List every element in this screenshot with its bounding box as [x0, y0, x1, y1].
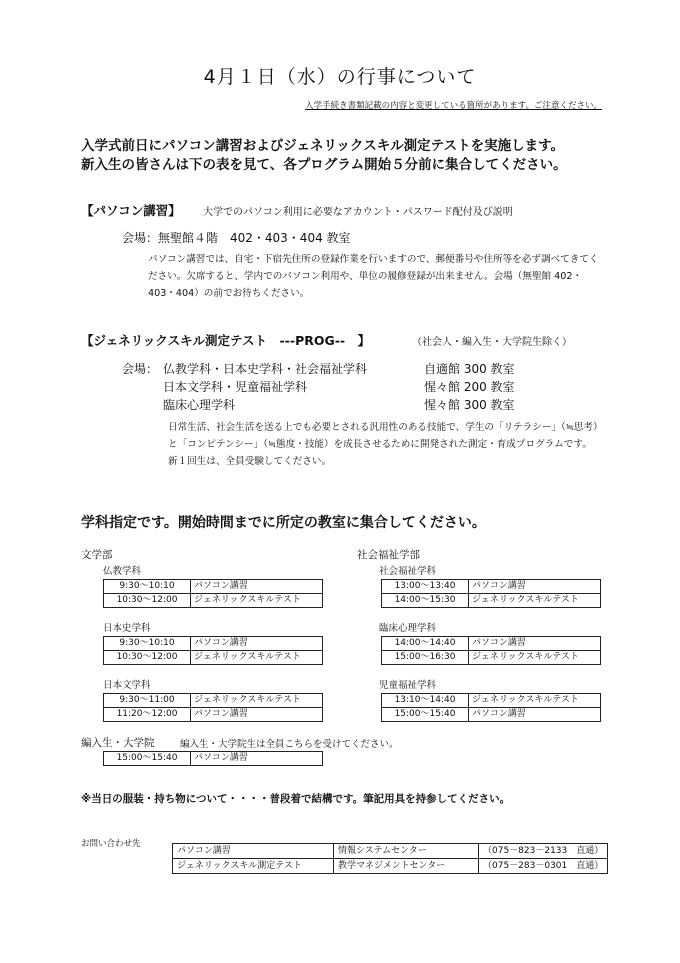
table-row — [382, 637, 601, 651]
time-cell: 11:20～12:00 — [104, 708, 191, 722]
faculty-literature: 文学部 — [81, 549, 113, 561]
program-cell: パソコン講習 — [191, 752, 323, 766]
table-row — [104, 752, 323, 766]
prog-description: 日常生活、社会生活を送る上でも必要とされる汎用性のある技能で、学生の「リテラシー」（≒思考）と「コンピテンシー」（≒態度・技能）を成長させるために開発された測定・育成プログラムです。新１回生は、全員受験してください。 — [168, 422, 598, 467]
dept-label: 児童福祉学科 — [379, 680, 437, 691]
footer-note: ※当日の服装・持ち物について・・・・普段着で結構です。筆記用具を持参してください。 — [81, 793, 511, 805]
table-row — [104, 694, 323, 708]
program-cell: ジェネリックスキルテスト — [469, 651, 601, 665]
time-cell: 10:30～12:00 — [104, 651, 191, 665]
contact-label: お問い合わせ先 — [81, 839, 141, 849]
faculty-social-welfare: 社会福祉学部 — [357, 549, 420, 561]
table-row — [382, 594, 601, 608]
time-cell: 14:00～15:30 — [382, 594, 469, 608]
program-cell: ジェネリックスキルテスト — [191, 651, 323, 665]
pc-section-subtitle: 大学でのパソコン利用に必要なアカウント・パスワード配付及び説明 — [203, 207, 513, 218]
table-row — [382, 580, 601, 594]
prog-venue-dept: 臨床心理学科 — [163, 398, 236, 412]
program-cell: ジェネリックスキルテスト — [191, 694, 323, 708]
dept-label: 日本文学科 — [103, 680, 151, 691]
page-title: 4月１日（水）の行事について — [203, 66, 477, 88]
intro-line-2: 新入生の皆さんは下の表を見て、各プログラム開始５分前に集合してください。 — [81, 157, 567, 173]
pc-section-heading: 【パソコン講習】 — [81, 203, 181, 218]
change-notice: 入学手続き書類記載の内容と変更している箇所があります。ご注意ください。 — [305, 101, 602, 111]
program-cell: パソコン講習 — [469, 708, 601, 722]
contact-phone: （075－283－0301 直通） — [479, 859, 608, 874]
time-cell: 13:00～13:40 — [382, 580, 469, 594]
schedule-table — [103, 579, 323, 608]
program-cell: ジェネリックスキルテスト — [469, 594, 601, 608]
program-cell: パソコン講習 — [191, 708, 323, 722]
contact-office: 情報システムセンター — [334, 844, 479, 859]
transfer-label: 編入生・大学院 — [81, 737, 155, 749]
program-cell: ジェネリックスキルテスト — [191, 594, 323, 608]
program-cell: パソコン講習 — [191, 637, 323, 651]
time-cell: 9:30～10:10 — [104, 637, 191, 651]
table-row — [104, 708, 323, 722]
dept-label: 日本史学科 — [103, 623, 151, 634]
dept-label: 臨床心理学科 — [379, 623, 437, 634]
contact-office: 教学マネジメントセンター — [334, 859, 479, 874]
time-cell: 9:30～10:10 — [104, 580, 191, 594]
table-row — [382, 651, 601, 665]
table-row — [104, 651, 323, 665]
schedule-table — [381, 636, 601, 665]
schedule-heading: 学科指定です。開始時間までに所定の教室に集合してください。 — [81, 515, 486, 531]
prog-section-subtitle: （社会人・編入生・大学院生除く） — [412, 337, 572, 348]
schedule-table — [103, 693, 323, 722]
dept-label: 仏教学科 — [103, 566, 142, 577]
schedule-table — [103, 636, 323, 665]
program-cell: ジェネリックスキルテスト — [469, 694, 601, 708]
table-row — [382, 694, 601, 708]
contact-topic: パソコン講習 — [173, 844, 334, 859]
program-cell: パソコン講習 — [469, 580, 601, 594]
pc-venue: 会場：無聖館４階 402・403・404 教室 — [122, 231, 351, 245]
schedule-table — [381, 579, 601, 608]
prog-venue-room: 惺々館 200 教室 — [424, 380, 515, 394]
time-cell: 9:30～11:00 — [104, 694, 191, 708]
table-row — [104, 594, 323, 608]
program-cell: パソコン講習 — [469, 637, 601, 651]
time-cell: 15:00～16:30 — [382, 651, 469, 665]
dept-label: 社会福祉学科 — [379, 566, 437, 577]
time-cell: 13:10～14:40 — [382, 694, 469, 708]
time-cell: 10:30～12:00 — [104, 594, 191, 608]
intro-line-1: 入学式前日にパソコン講習およびジェネリックスキル測定テストを実施します。 — [81, 138, 565, 154]
schedule-table — [381, 693, 601, 722]
table-row — [173, 844, 608, 859]
prog-venue-dept: 仏教学科・日本史学科・社会福祉学科 — [163, 362, 368, 376]
time-cell: 15:00～15:40 — [104, 752, 191, 766]
prog-section-heading: 【ジェネリックスキル測定テスト ---PROG-- 】 — [81, 333, 371, 348]
table-row — [382, 708, 601, 722]
program-cell: パソコン講習 — [191, 580, 323, 594]
schedule-table — [103, 751, 323, 766]
time-cell: 15:00～15:40 — [382, 708, 469, 722]
contact-phone: （075－823－2133 直通） — [479, 844, 608, 859]
transfer-note: 編入生・大学院生は全員こちらを受けてください。 — [180, 739, 399, 750]
prog-venue-room: 自適館 300 教室 — [424, 362, 515, 376]
table-row — [173, 859, 608, 874]
contact-topic: ジェネリックスキル測定テスト — [173, 859, 334, 874]
contact-table — [172, 843, 608, 874]
prog-venue-label: 会場： — [122, 362, 159, 376]
prog-venue-room: 惺々館 300 教室 — [424, 398, 515, 412]
table-row — [104, 637, 323, 651]
pc-description: パソコン講習では、自宅・下宿先住所の登録作業を行いますので、郵便番号や住所等を必ず調べてきてください。欠席すると、学内でのパソコン利用や、単位の履修登録が出来ません。会場（無聖館 402・403・404）の前でお待ちください。 — [148, 254, 599, 299]
table-row — [104, 580, 323, 594]
time-cell: 14:00～14:40 — [382, 637, 469, 651]
prog-venue-dept: 日本文学科・児童福祉学科 — [163, 380, 308, 394]
